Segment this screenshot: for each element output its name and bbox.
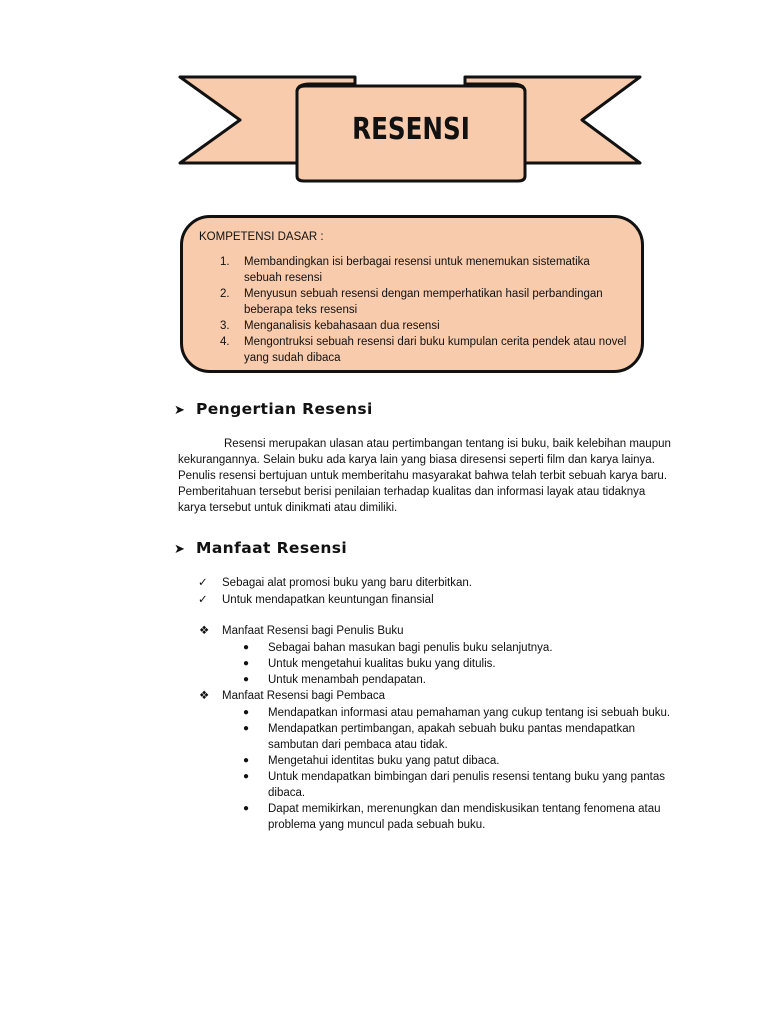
- paragraph-text: Resensi merupakan ulasan atau pertimbangan tentang isi buku, baik kelebihan maupun kekurangannya. Selain buku ada karya lain yang biasa diresensi seperti film dan karya lainya. Penulis resensi bertujuan untuk memberitahu masyarakat bahwa telah terbit sebuah karya baru. Pemberitahuan tersebut berisi penilaian terhadap kualitas dan informasi layak atau tidaknya karya tersebut untuk dinikmati atau dimiliki.: [178, 438, 671, 514]
- item-text: Menyusun sebuah resensi dengan memperhatikan hasil perbandingan beberapa teks resensi: [244, 288, 603, 316]
- item-text: Mendapatkan pertimbangan, apakah sebuah buku pantas mendapatkan sambutan dari pembaca atau tidak.: [268, 723, 635, 751]
- item-text: Sebagai bahan masukan bagi penulis buku selanjutnya.: [268, 642, 553, 654]
- checkmark-icon: ✓: [198, 577, 208, 589]
- diamond-icon: ❖: [199, 625, 210, 637]
- list-item: [243, 672, 683, 688]
- ribbon-banner: [0, 0, 768, 200]
- bullet-icon: ●: [243, 803, 250, 814]
- item-number: 3.: [220, 320, 230, 332]
- kompetensi-heading: KOMPETENSI DASAR :: [199, 231, 324, 243]
- item-text: Dapat memikirkan, merenungkan dan mendiskusikan tentang fenomena atau problema yang muncul pada sebuah buku.: [268, 803, 661, 831]
- list-item: [243, 769, 683, 801]
- section-heading-pengertian: [174, 400, 373, 418]
- manfaat-general-list: [198, 575, 472, 608]
- item-text: Untuk mendapatkan keuntungan finansial: [222, 593, 434, 606]
- list-item: [220, 254, 630, 286]
- list-item: [198, 575, 472, 592]
- item-text: Untuk mendapatkan bimbingan dari penulis resensi tentang buku yang pantas dibaca.: [268, 771, 666, 799]
- list-item: [243, 640, 683, 656]
- list-item: [220, 318, 630, 334]
- arrowhead-icon: ➤: [174, 542, 186, 557]
- section-heading-text: Pengertian Resensi: [196, 400, 373, 418]
- section-heading-manfaat: [174, 539, 347, 557]
- subheading-text: Manfaat Resensi bagi Penulis Buku: [222, 625, 404, 637]
- item-text: Sebagai alat promosi buku yang baru diterbitkan.: [222, 577, 472, 589]
- list-item: [243, 753, 683, 769]
- bullet-icon: ●: [243, 707, 250, 718]
- item-text: Mendapatkan informasi atau pemahaman yang cukup tentang isi sebuah buku.: [268, 707, 671, 719]
- subheading-pembaca: [199, 688, 385, 704]
- item-number: 2.: [220, 288, 230, 300]
- item-number: 1.: [220, 256, 230, 268]
- list-item: [243, 801, 683, 833]
- bullet-icon: ●: [243, 674, 250, 685]
- subheading-text: Manfaat Resensi bagi Pembaca: [222, 690, 386, 702]
- list-item: [220, 334, 630, 366]
- pengertian-paragraph: [178, 436, 676, 516]
- bullet-icon: ●: [243, 642, 250, 653]
- subheading-penulis: [199, 623, 404, 639]
- arrowhead-icon: ➤: [174, 403, 186, 418]
- bullet-icon: ●: [243, 771, 250, 782]
- item-text: Membandingkan isi berbagai resensi untuk menemukan sistematika sebuah resensi: [244, 256, 590, 284]
- section-heading-text: Manfaat Resensi: [196, 539, 348, 557]
- item-text: Mengetahui identitas buku yang patut dibaca.: [268, 755, 500, 767]
- item-number: 4.: [220, 336, 230, 348]
- bullet-icon: ●: [243, 723, 250, 734]
- bullet-icon: ●: [243, 755, 250, 766]
- list-item: [220, 286, 630, 318]
- kompetensi-list: [220, 254, 630, 366]
- list-item: [243, 656, 683, 672]
- item-text: Untuk menambah pendapatan.: [268, 674, 426, 686]
- item-text: Menganalisis kebahasaan dua resensi: [244, 320, 440, 332]
- diamond-icon: ❖: [199, 690, 210, 702]
- item-text: Untuk mengetahui kualitas buku yang ditulis.: [268, 658, 496, 670]
- page-title: RESENSI: [352, 112, 470, 147]
- item-text: Mengontruksi sebuah resensi dari buku kumpulan cerita pendek atau novel yang sudah dibaca: [244, 336, 627, 364]
- pembaca-list: [243, 705, 683, 833]
- checkmark-icon: ✓: [198, 593, 208, 606]
- list-item: [198, 592, 472, 609]
- list-item: [243, 721, 683, 753]
- penulis-list: [243, 640, 683, 688]
- list-item: [243, 705, 683, 721]
- bullet-icon: ●: [243, 658, 250, 669]
